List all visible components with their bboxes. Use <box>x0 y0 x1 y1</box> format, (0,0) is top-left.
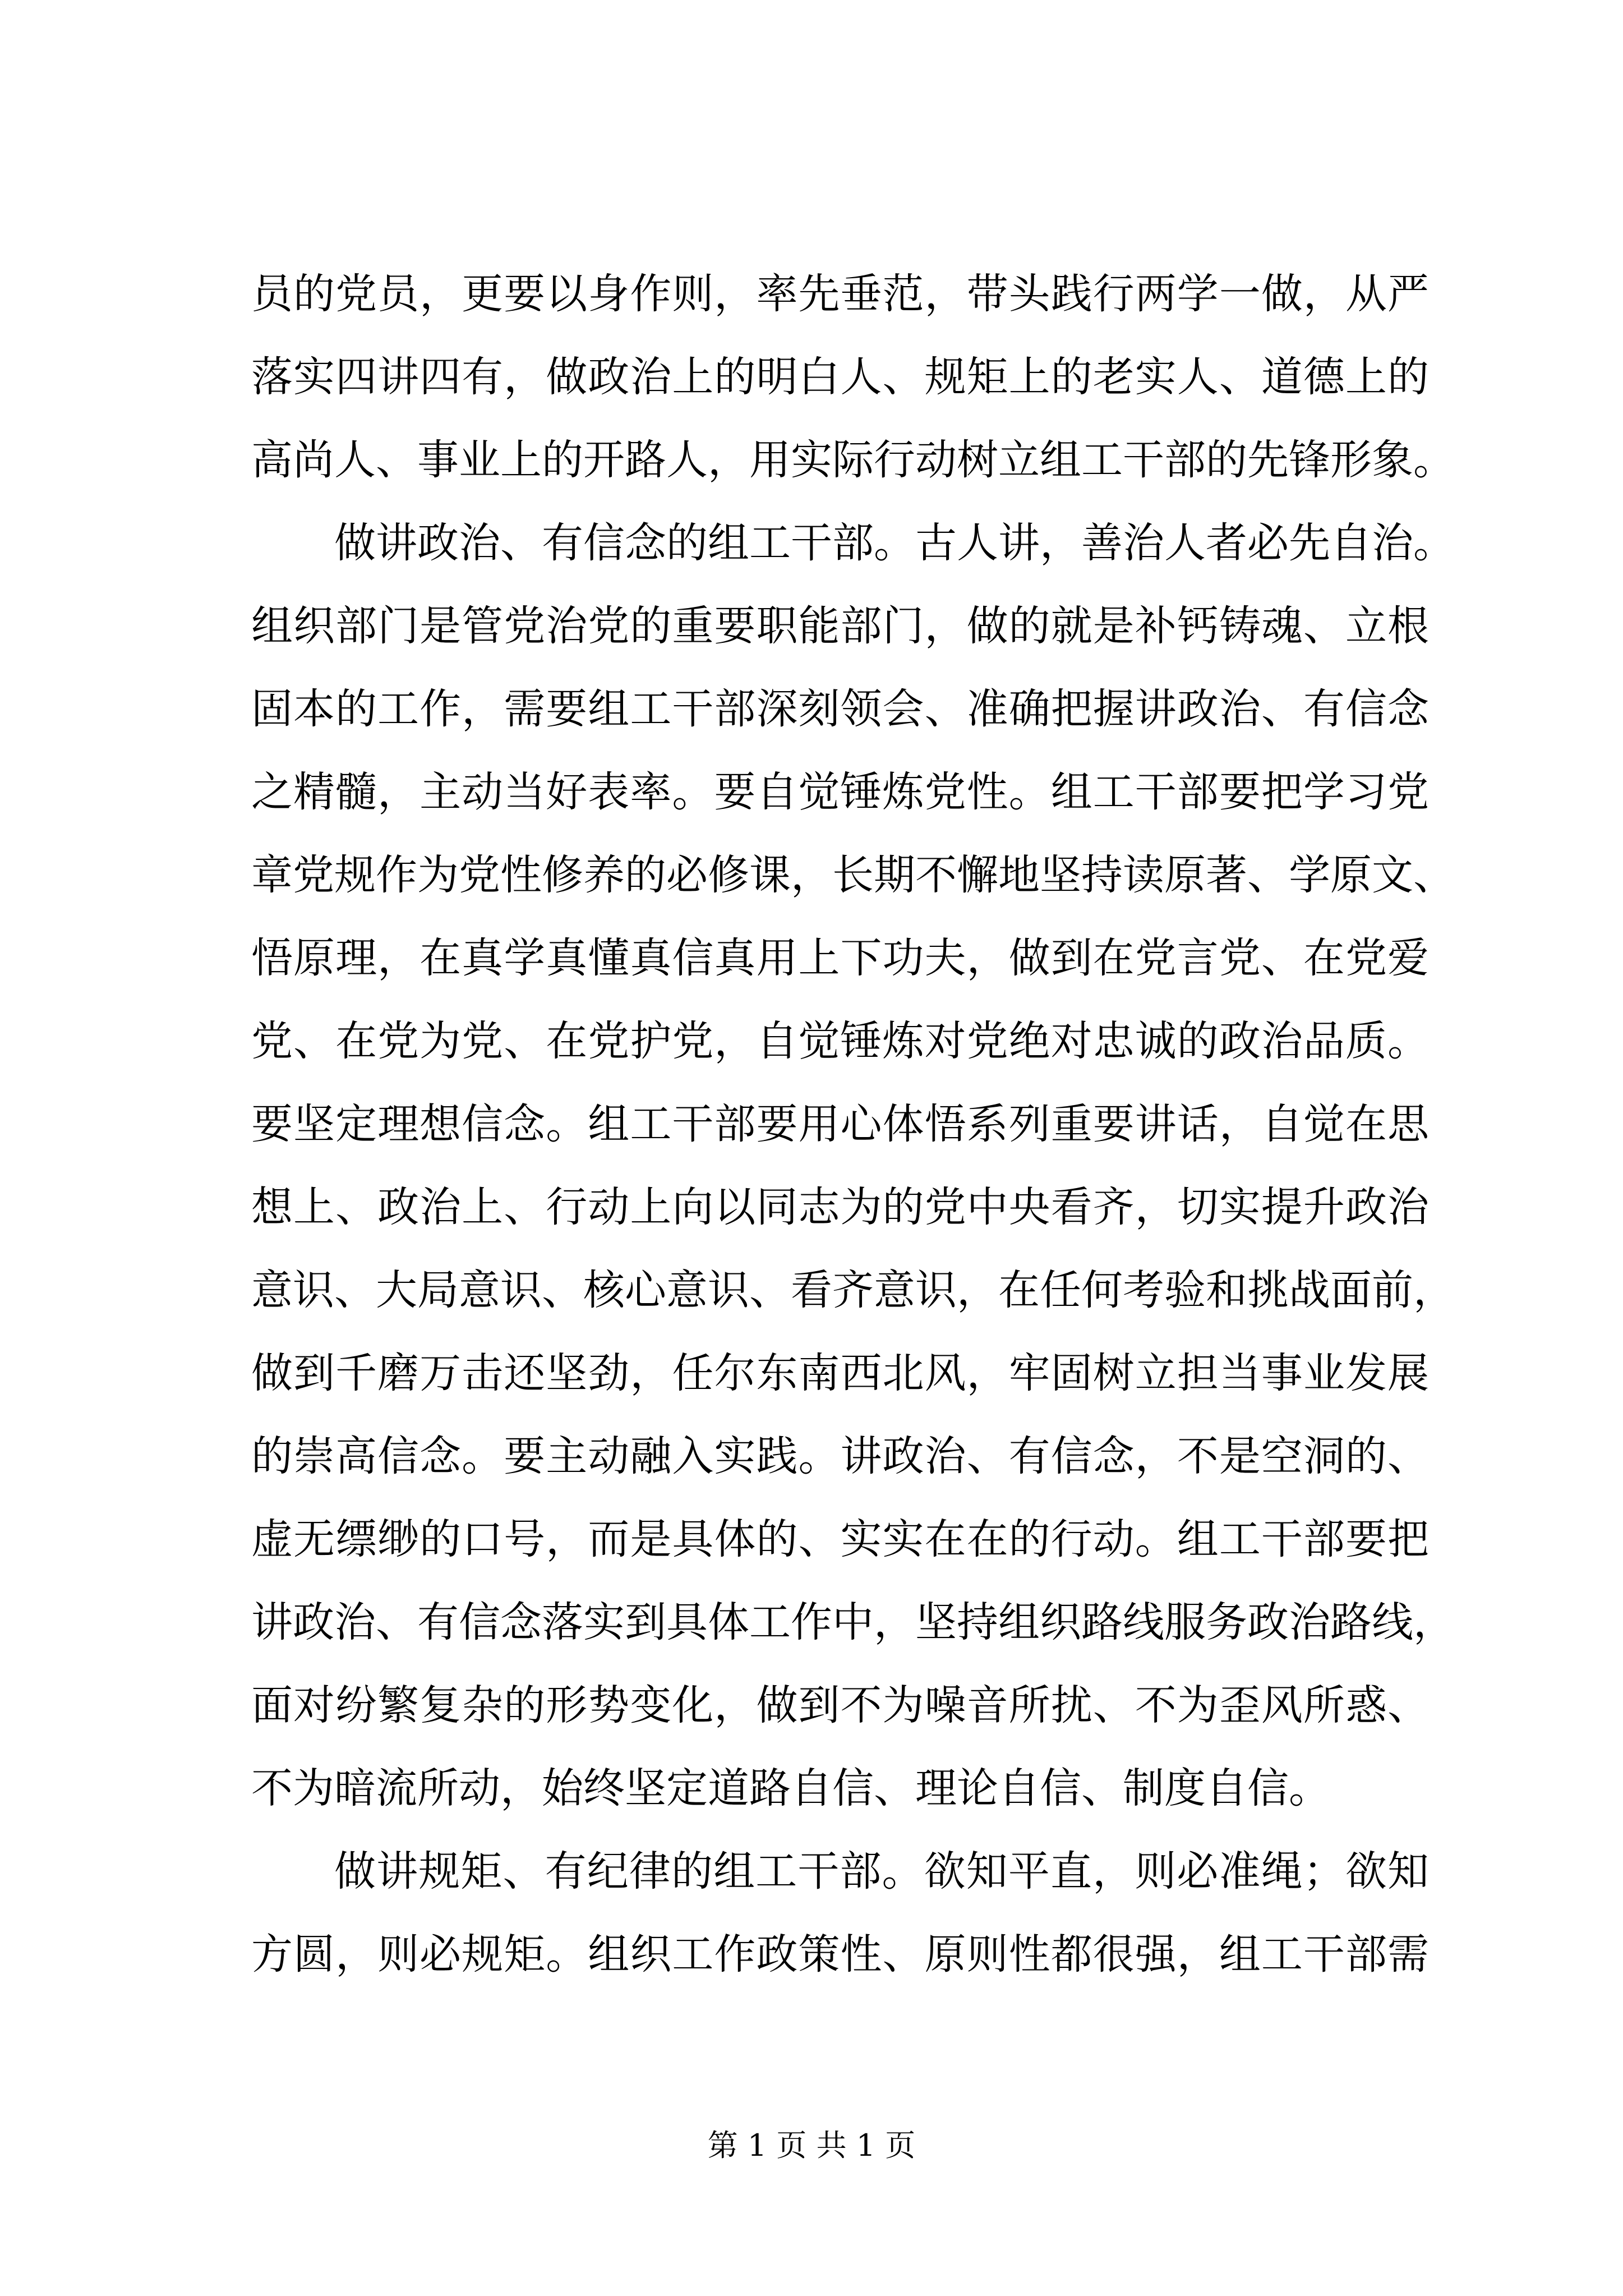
text-line: 固本的工作，需要组工干部深刻领会、准确把握讲政治、有信念 <box>251 685 1429 733</box>
text-line: 意识、大局意识、核心意识、看齐意识，在任何考验和挑战面前， <box>251 1266 1455 1314</box>
text-line: 员的党员，更要以身作则，率先垂范，带头践行两学一做，从严 <box>251 270 1429 318</box>
text-line: 方圆，则必规矩。组织工作政策性、原则性都很强，组工干部需 <box>251 1930 1429 1978</box>
paragraph-start-line: 做讲规矩、有纪律的组工干部。欲知平直，则必准绳；欲知 <box>334 1847 1429 1895</box>
text-line: 讲政治、有信念落实到具体工作中，坚持组织路线服务政治路线， <box>251 1598 1455 1646</box>
text-line: 虚无缥缈的口号，而是具体的、实实在在的行动。组工干部要把 <box>251 1515 1429 1563</box>
text-line: 党、在党为党、在党护党，自觉锤炼对党绝对忠诚的政治品质。 <box>251 1017 1429 1065</box>
text-line: 要坚定理想信念。组工干部要用心体悟系列重要讲话，自觉在思 <box>251 1100 1429 1148</box>
paragraph-start-line: 做讲政治、有信念的组工干部。古人讲，善治人者必先自治。 <box>334 519 1455 567</box>
page-footer: 第 1 页 共 1 页 <box>707 2128 916 2163</box>
body-text <box>251 252 1455 1996</box>
text-line: 章党规作为党性修养的必修课，长期不懈地坚持读原著、学原文、 <box>251 851 1455 899</box>
text-line: 面对纷繁复杂的形势变化，做到不为噪音所扰、不为歪风所惑、 <box>251 1681 1429 1729</box>
text-line: 之精髓，主动当好表率。要自觉锤炼党性。组工干部要把学习党 <box>251 768 1429 816</box>
text-line: 做到千磨万击还坚劲，任尔东南西北风，牢固树立担当事业发展 <box>251 1349 1429 1397</box>
text-line: 不为暗流所动，始终坚定道路自信、理论自信、制度自信。 <box>251 1764 1330 1812</box>
text-line: 悟原理，在真学真懂真信真用上下功夫，做到在党言党、在党爱 <box>251 934 1429 982</box>
text-line: 高尚人、事业上的开路人，用实际行动树立组工干部的先锋形象。 <box>251 436 1455 484</box>
text-line: 的崇高信念。要主动融入实践。讲政治、有信念，不是空洞的、 <box>251 1432 1429 1480</box>
text-line: 组织部门是管党治党的重要职能部门，做的就是补钙铸魂、立根 <box>251 602 1429 650</box>
text-line: 落实四讲四有，做政治上的明白人、规矩上的老实人、道德上的 <box>251 353 1429 401</box>
text-line: 想上、政治上、行动上向以同志为的党中央看齐，切实提升政治 <box>251 1183 1429 1231</box>
